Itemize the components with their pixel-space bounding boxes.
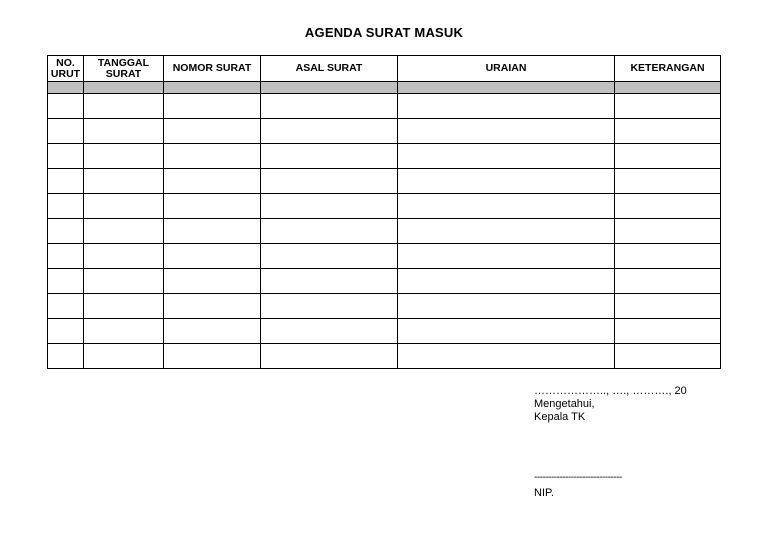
table-cell [398, 82, 615, 94]
table-cell [164, 294, 261, 319]
table-cell [84, 269, 164, 294]
table-cell [398, 294, 615, 319]
acknowledged-label: Mengetahui, [534, 398, 595, 410]
table-cell [398, 269, 615, 294]
table-row [48, 144, 721, 169]
table-cell [398, 94, 615, 119]
table-cell [84, 344, 164, 369]
table-cell [398, 319, 615, 344]
shaded-separator-row [48, 82, 721, 94]
table-cell [615, 94, 721, 119]
table-cell [48, 169, 84, 194]
table-cell [164, 319, 261, 344]
signature-line: ------------------------------- [534, 472, 622, 483]
table-cell [261, 82, 398, 94]
table-cell [615, 169, 721, 194]
table-cell [398, 119, 615, 144]
table-cell [164, 219, 261, 244]
table-cell [164, 194, 261, 219]
table-cell [261, 119, 398, 144]
column-header-line: URUT [50, 67, 81, 80]
table-row [48, 294, 721, 319]
table-cell [84, 119, 164, 144]
table-cell [398, 344, 615, 369]
table-cell [48, 294, 84, 319]
table-cell [261, 144, 398, 169]
table-cell [398, 194, 615, 219]
table-cell [261, 194, 398, 219]
table-cell [615, 82, 721, 94]
table-cell [84, 294, 164, 319]
table-cell [48, 94, 84, 119]
table-cell [615, 319, 721, 344]
table-row [48, 94, 721, 119]
table-cell [164, 269, 261, 294]
table-cell [164, 344, 261, 369]
table-cell [164, 244, 261, 269]
table-cell [398, 169, 615, 194]
column-header-tanggal-surat [84, 56, 164, 82]
table-cell [615, 294, 721, 319]
table-cell [48, 219, 84, 244]
table-cell [261, 294, 398, 319]
table-cell [261, 94, 398, 119]
table-cell [615, 144, 721, 169]
table-row [48, 194, 721, 219]
table-cell [615, 269, 721, 294]
table-row [48, 269, 721, 294]
page-title: AGENDA SURAT MASUK [304, 25, 464, 40]
position-label: Kepala TK [534, 411, 586, 423]
table-cell [48, 344, 84, 369]
table-cell [84, 219, 164, 244]
table-row [48, 119, 721, 144]
table-cell [261, 169, 398, 194]
table-cell [84, 319, 164, 344]
table-cell [261, 344, 398, 369]
table-cell [615, 244, 721, 269]
table-cell [48, 244, 84, 269]
table-header-row [48, 56, 721, 82]
column-header-nomor-surat: NOMOR SURAT [164, 56, 261, 82]
table-row [48, 169, 721, 194]
table-cell [164, 82, 261, 94]
date-line: ……………….., …., ………., 20 [534, 385, 687, 397]
table-cell [398, 244, 615, 269]
table-cell [615, 119, 721, 144]
table-cell [48, 319, 84, 344]
table-cell [48, 269, 84, 294]
table-cell [84, 169, 164, 194]
column-header-no-urut [48, 56, 84, 82]
table-row [48, 244, 721, 269]
table-cell [261, 219, 398, 244]
table-cell [261, 269, 398, 294]
table-cell [84, 244, 164, 269]
table-cell [615, 219, 721, 244]
column-header-line: TANGGAL [97, 56, 150, 69]
table-cell [48, 82, 84, 94]
table-cell [261, 244, 398, 269]
table-cell [48, 194, 84, 219]
table-cell [398, 144, 615, 169]
table-cell [164, 119, 261, 144]
table-cell [398, 219, 615, 244]
table-cell [615, 194, 721, 219]
nip-label: NIP. [534, 487, 554, 499]
table-cell [164, 94, 261, 119]
agenda-table [47, 55, 721, 369]
table-cell [84, 144, 164, 169]
table-cell [261, 319, 398, 344]
table-cell [84, 194, 164, 219]
signature-block [534, 385, 687, 424]
column-header-asal-surat: ASAL SURAT [261, 56, 398, 82]
column-header-uraian: URAIAN [398, 56, 615, 82]
table-row [48, 344, 721, 369]
column-header-line: SURAT [105, 67, 142, 80]
table-cell [164, 169, 261, 194]
table-cell [48, 119, 84, 144]
table-cell [615, 344, 721, 369]
column-header-line: NO. [56, 56, 75, 69]
table-cell [164, 144, 261, 169]
table-row [48, 219, 721, 244]
column-header-keterangan: KETERANGAN [615, 56, 721, 82]
table-cell [48, 144, 84, 169]
table-cell [84, 94, 164, 119]
table-row [48, 319, 721, 344]
table-cell [84, 82, 164, 94]
